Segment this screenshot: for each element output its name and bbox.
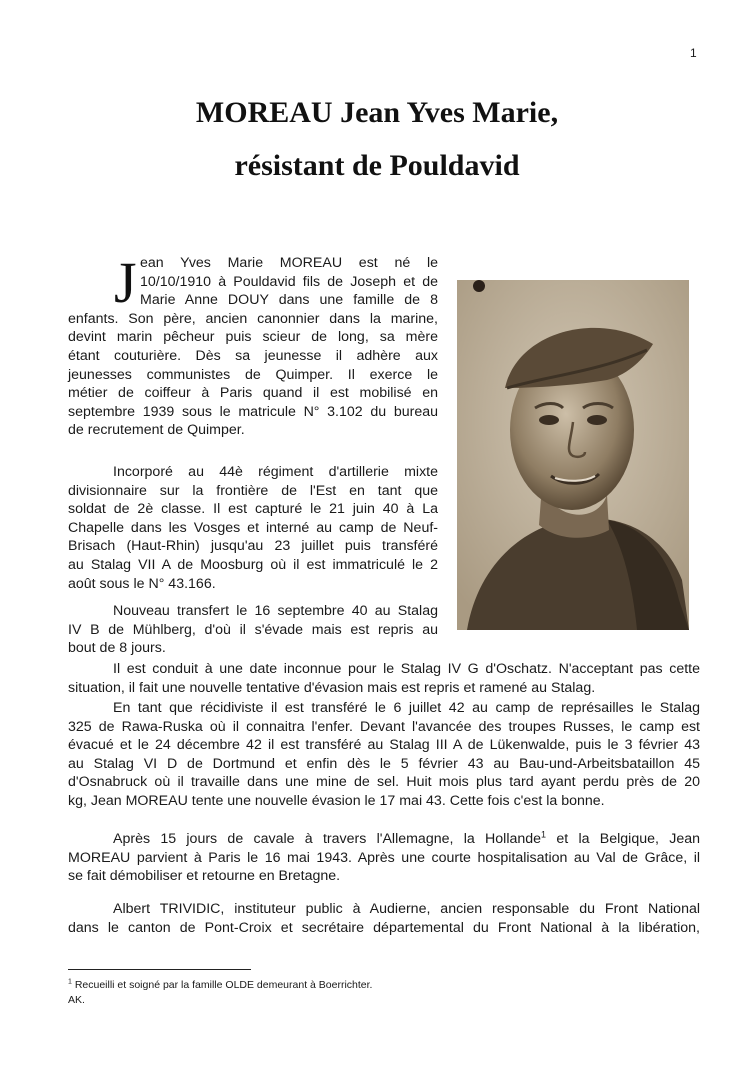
text-line: étant couturière. Dès sa jeunesse il adhère aux [68, 347, 438, 364]
text-line: Il est conduit à une date inconnue pour le Stalag IV G d'Oschatz. N'acceptant pas cette [113, 661, 700, 677]
text-line: au Stalag VII A de Moosburg où il est immatriculé le 2 [68, 556, 438, 573]
text-line: jeunesses communistes de Quimper. Il exerce le [68, 366, 438, 383]
paragraph-7 [68, 900, 700, 937]
paragraph-4 [68, 660, 700, 697]
dropcap: J [114, 250, 137, 315]
footnote-initials: AK. [68, 994, 85, 1006]
footnote-marker: 1 [68, 978, 72, 986]
text-line [68, 830, 700, 849]
text-line: bout de 8 jours. [68, 640, 166, 657]
text-line: IV B de Mühlberg, d'où il s'évade mais est repris au [68, 621, 438, 638]
footnote-reference[interactable]: 1 [541, 829, 547, 840]
text-fragment: Après 15 jours de cavale à travers l'Allemagne, la Hollande [113, 831, 542, 847]
text-line: août sous le N° 43.166. [68, 575, 216, 592]
text-line: dans le canton de Pont-Croix et secrétaire départemental du Front National à la libération, [68, 919, 700, 936]
text-line: kg, Jean MOREAU tente une nouvelle évasion le 17 mai 43. Cette fois c'est la bonne. [68, 792, 605, 809]
text-line: divisionnaire sur la frontière de l'Est en tant que [68, 482, 438, 499]
text-line: MOREAU parvient à Paris le 16 mai 1943. Après une courte hospitalisation au Val de Grâce, il [68, 849, 700, 866]
text-line: 10/10/1910 à Pouldavid fils de Joseph et de [140, 273, 438, 290]
text-line: évacué et le 24 décembre 42 il est transféré au Stalag III A de Lükenwalde, puis le 3 février 43 [68, 737, 700, 754]
text-line: d'Osnabruck où il travaille dans une mine de sel. Huit mois plus tard ayant perdu près de 20 [68, 774, 700, 791]
page-title-line2: résistant de Pouldavid [234, 149, 520, 182]
text-line: de recrutement de Quimper. [68, 422, 245, 439]
portrait-photo [457, 280, 689, 630]
footnote [68, 978, 372, 1008]
text-line: devint marin pêcheur puis scieur de long, sa mère [68, 329, 438, 346]
text-line: enfants. Son père, ancien canonnier dans la marine, [68, 310, 438, 327]
text-line: septembre 1939 sous le matricule N° 3.102 du bureau [68, 403, 438, 420]
text-line: Incorporé au 44è régiment d'artillerie mixte [113, 464, 438, 480]
text-line: Chapelle dans les Vosges et interné au camp de Neuf- [68, 519, 438, 536]
text-line: se fait démobiliser et retourne en Bretagne. [68, 868, 341, 885]
paragraph-6 [68, 830, 700, 886]
text-line: ean Yves Marie MOREAU est né le [140, 255, 438, 271]
text-line: métier de coiffeur à Paris quand il est mobilisé en [68, 385, 438, 402]
text-line: Nouveau transfert le 16 septembre 40 au Stalag [113, 603, 438, 619]
paragraph-5 [68, 699, 700, 811]
text-line: 325 de Rawa-Ruska où il connaitra l'enfer. Devant l'avancée des troupes Russes, le camp est [68, 718, 700, 735]
footnote-text: Recueilli et soigné par la famille OLDE demeurant à Boerrichter. [71, 979, 373, 991]
page-number: 1 [690, 46, 697, 60]
text-fragment: et la Belgique, Jean [546, 831, 700, 847]
text-line: Marie Anne DOUY dans une famille de 8 [140, 292, 438, 309]
text-line: Brisach (Haut-Rhin) jusqu'au 23 juillet puis transféré [68, 538, 438, 555]
paragraph-3 [68, 602, 438, 658]
footnote-separator [68, 969, 251, 970]
text-line: au Stalag VI D de Dortmund et enfin dès le 5 février 43 au Bau-und-Arbeitsbataillon 45 [68, 755, 700, 772]
text-line: Albert TRIVIDIC, instituteur public à Audierne, ancien responsable du Front National [113, 901, 700, 917]
page-title-line1: MOREAU Jean Yves Marie, [195, 96, 559, 129]
footnote-line [68, 978, 372, 993]
text-line: situation, il fait une nouvelle tentative d'évasion mais est repris et ramené au Stalag. [68, 679, 596, 696]
paragraph-2 [68, 463, 438, 593]
text-line: En tant que récidiviste il est transféré le 6 juillet 42 au camp de représailles le Stalag [113, 700, 700, 716]
text-line: soldat de 2è classe. Il est capturé le 21 juin 40 à La [68, 501, 438, 518]
intro-paragraph [68, 250, 438, 440]
